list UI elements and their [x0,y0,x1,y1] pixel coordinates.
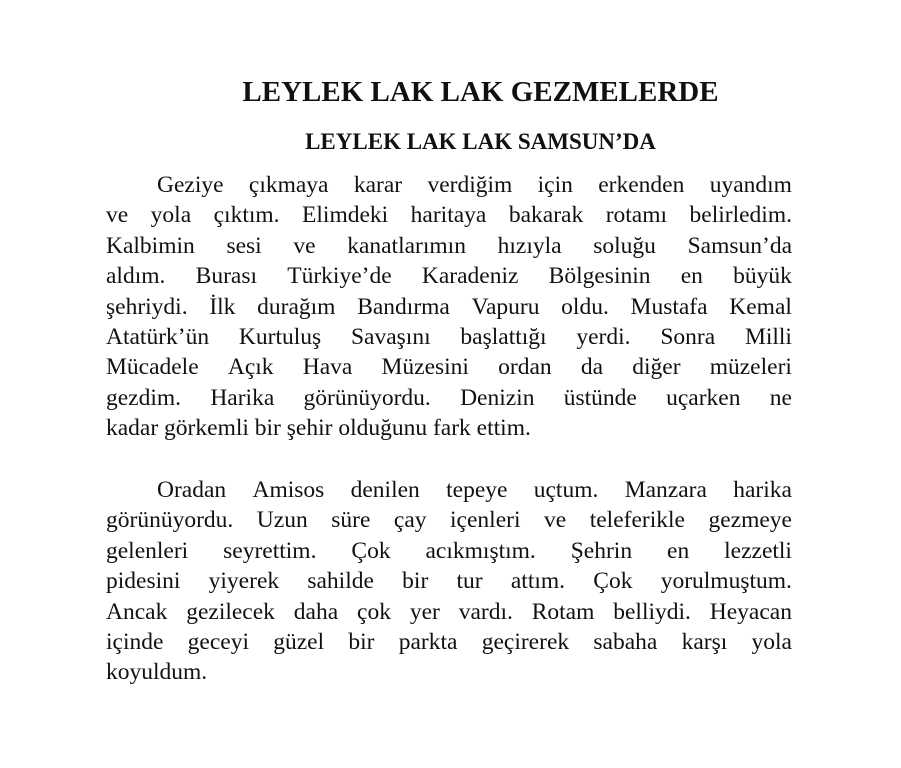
paragraph-line: Ancak gezilecek daha çok yer vardı. Rotam belliydi. Heyacan [106,598,792,625]
paragraph-line: görünüyordu. Uzun süre çay içenleri ve teleferikle gezmeye [106,507,792,534]
paragraph-line: pidesini yiyerek sahilde bir tur attım. Çok yorulmuştum. [106,568,792,595]
paragraph-line: şehriydi. İlk durağım Bandırma Vapuru oldu. Mustafa Kemal [106,293,792,320]
paragraph-2 [106,475,792,688]
paragraph-line: aldım. Burası Türkiye’de Karadeniz Bölgesinin en büyük [106,263,792,290]
paragraph-line: ve yola çıktım. Elimdeki haritaya bakarak rotamı belirledim. [106,202,792,229]
paragraph-line: Oradan Amisos denilen tepeye uçtum. Manzara harika [157,477,792,503]
paragraph-line: Geziye çıkmaya karar verdiğim için erkenden uyandım [157,172,792,198]
paragraph-1 [106,170,792,444]
page-subtitle: LEYLEK LAK LAK SAMSUN’DA [305,129,656,154]
paragraph-line: gezdim. Harika görünüyordu. Denizin üstünde uçarken ne [106,384,792,411]
paragraph-line: Atatürk’ün Kurtuluş Savaşını başlattığı yerdi. Sonra Milli [106,323,792,350]
paragraph-line: Mücadele Açık Hava Müzesini ordan da diğer müzeleri [106,354,792,381]
paragraph-line: gelenleri seyrettim. Çok acıkmıştım. Şehrin en lezzetli [106,537,792,564]
paragraph-line: koyuldum. [106,659,208,686]
paragraph-line: içinde geceyi güzel bir parkta geçirerek sabaha karşı yola [106,628,792,655]
paragraph-line: Kalbimin sesi ve kanatlarımın hızıyla soluğu Samsun’da [106,232,792,259]
paragraph-line: kadar görkemli bir şehir olduğunu fark ettim. [106,415,531,442]
page-title: LEYLEK LAK LAK GEZMELERDE [242,76,719,108]
